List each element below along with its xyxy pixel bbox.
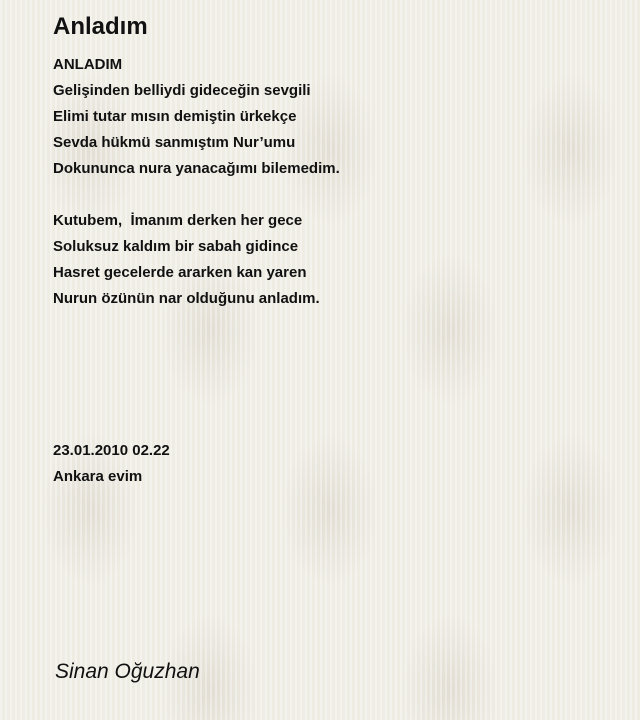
poem-line: Kutubem, İmanım derken her gece bbox=[53, 212, 303, 229]
poem-date: 23.01.2010 02.22 bbox=[53, 442, 170, 459]
poem-line: Soluksuz kaldım bir sabah gidince bbox=[53, 238, 299, 255]
poem-line: Sevda hükmü sanmıştım Nur’umu bbox=[53, 134, 296, 151]
stanza-gap bbox=[53, 182, 613, 208]
author-name: Sinan Oğuzhan bbox=[55, 660, 200, 683]
poem-line: ANLADIM bbox=[53, 56, 123, 73]
poem-body bbox=[53, 52, 613, 312]
poem-line: Gelişinden belliydi gideceğin sevgili bbox=[53, 82, 311, 99]
poem-title: Anladım bbox=[53, 13, 148, 40]
poem-place: Ankara evim bbox=[53, 468, 143, 485]
poem-line: Elimi tutar mısın demiştin ürkekçe bbox=[53, 108, 297, 125]
poem-line: Dokununca nura yanacağımı bilemedim. bbox=[53, 160, 340, 177]
poem-line: Hasret gecelerde ararken kan yaren bbox=[53, 264, 307, 281]
poem-line: Nurun özünün nar olduğunu anladım. bbox=[53, 290, 320, 307]
poem-dateline bbox=[53, 438, 170, 490]
